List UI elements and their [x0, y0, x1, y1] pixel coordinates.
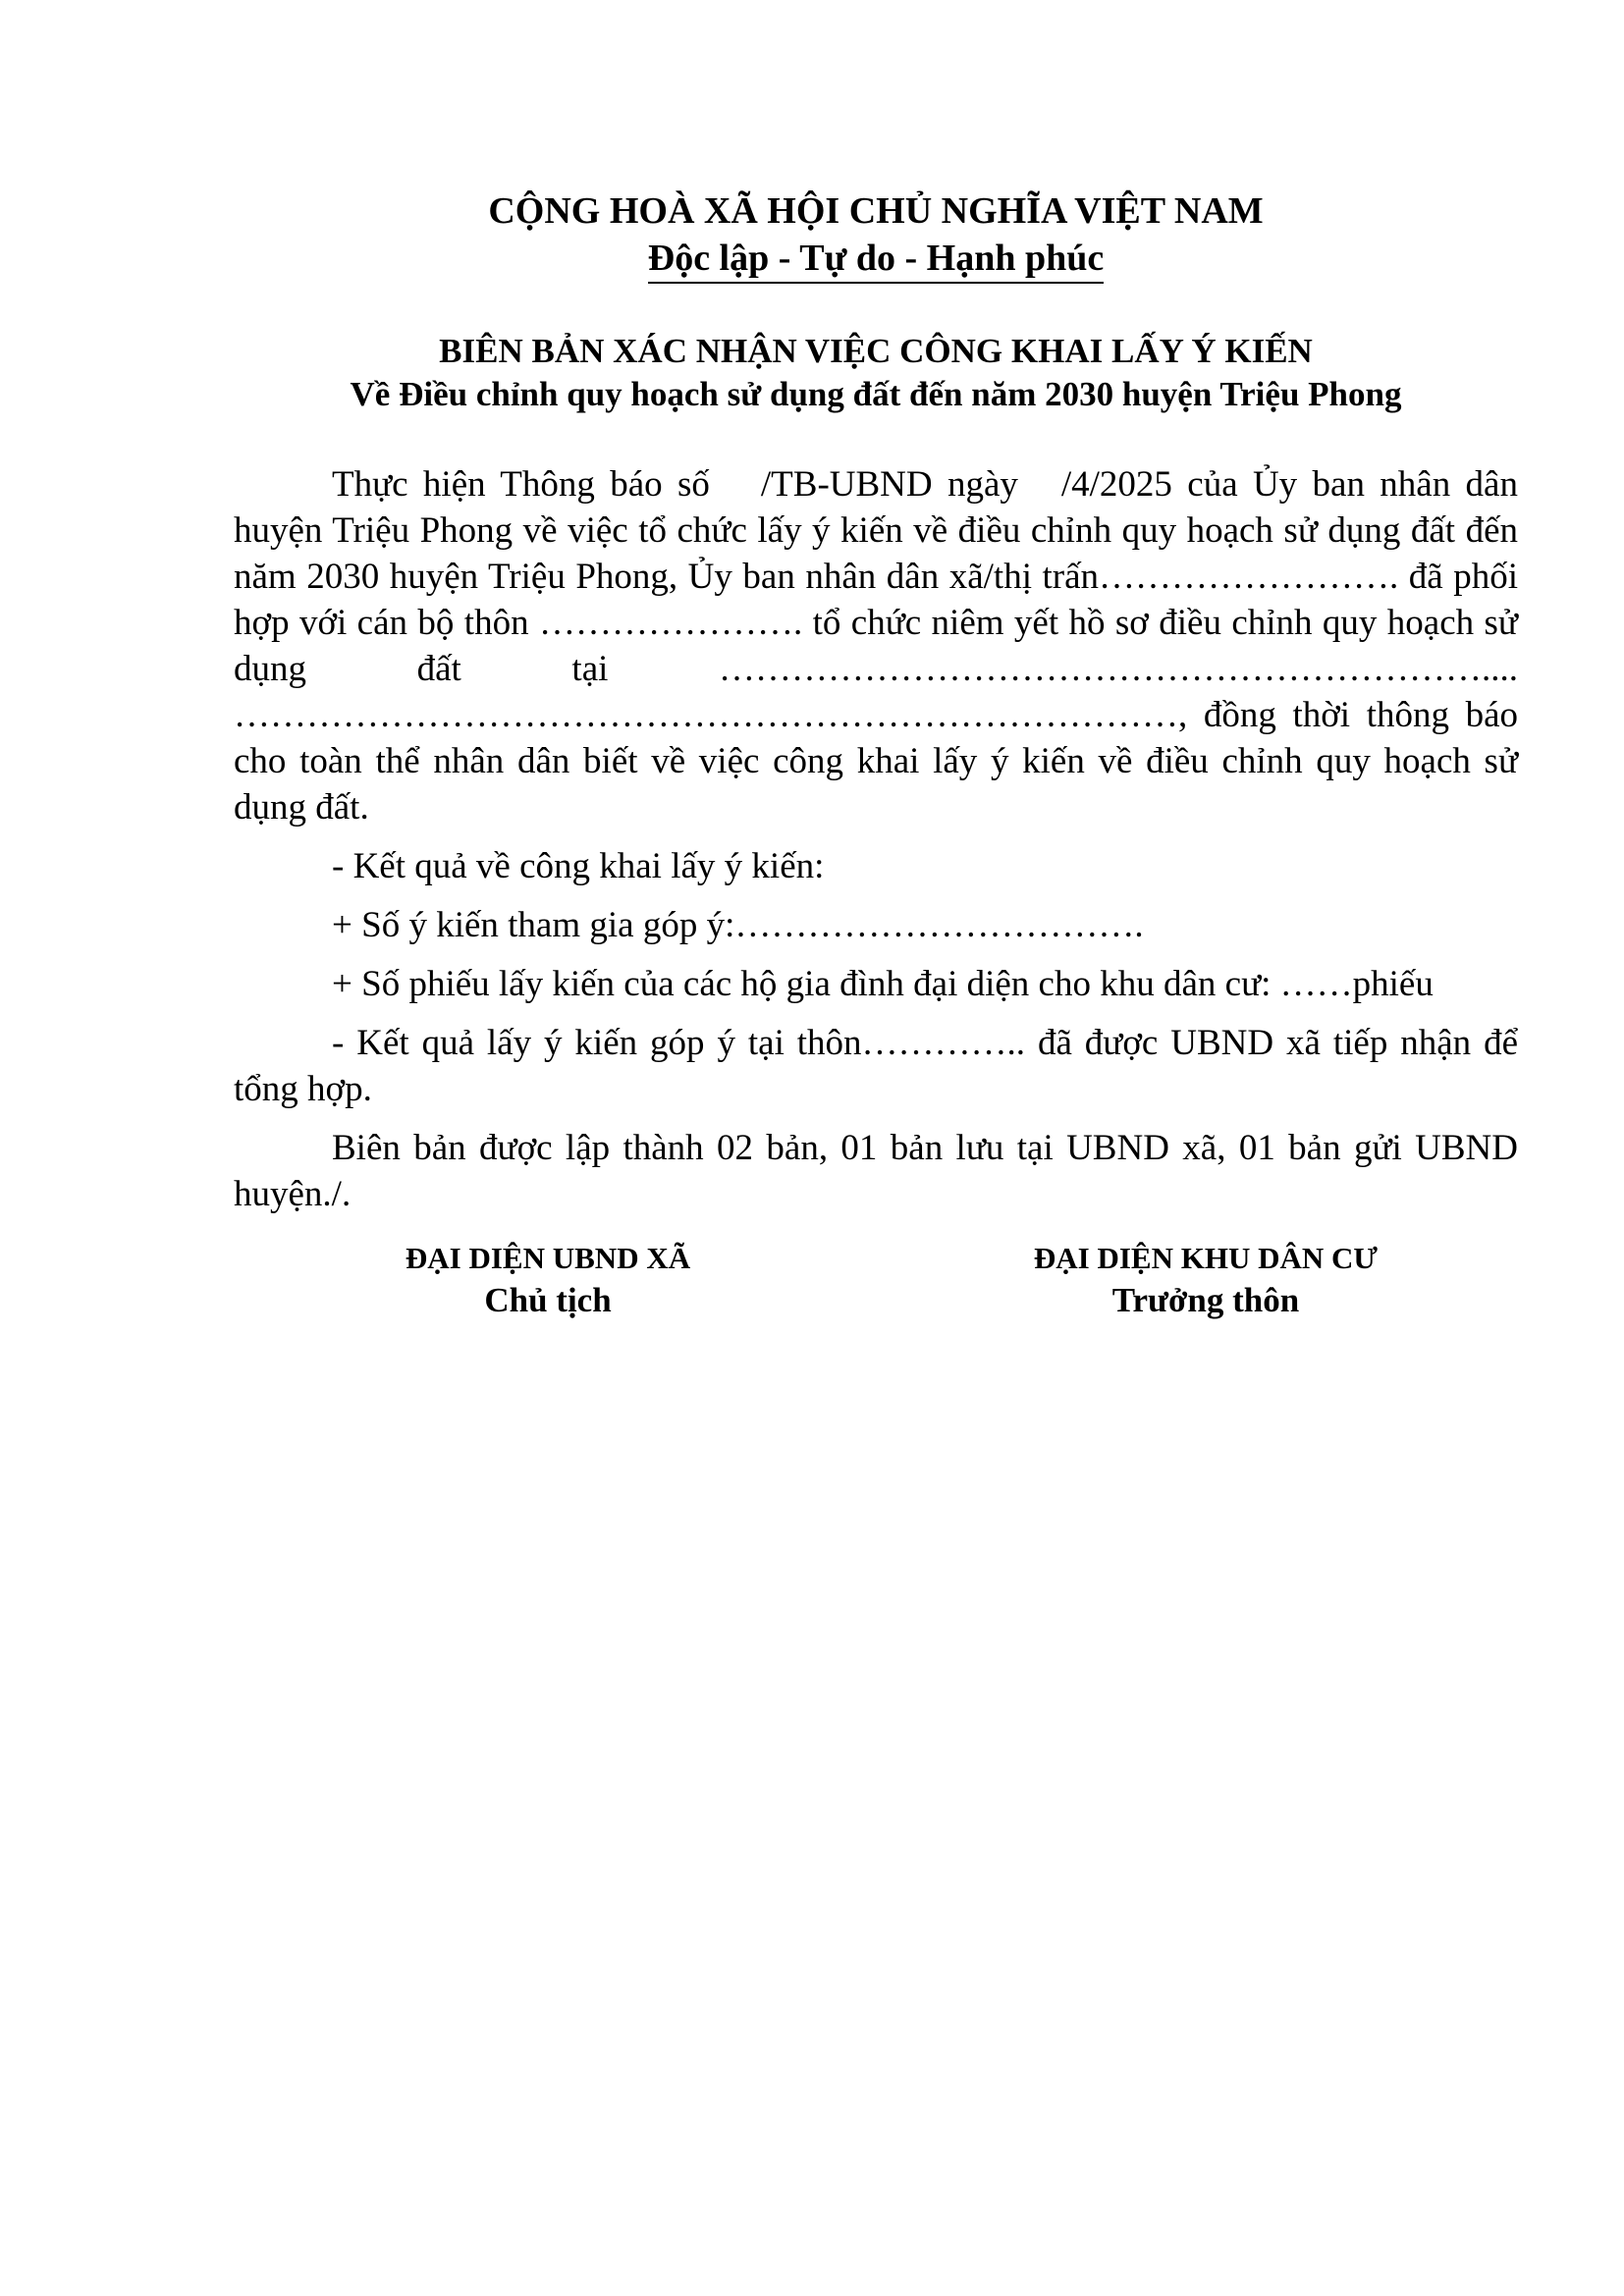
paragraph-copies: Biên bản được lập thành 02 bản, 01 bản lưu tại UBND xã, 01 bản gửi UBND huyện./. — [234, 1128, 1518, 1214]
national-title: CỘNG HOÀ XÃ HỘI CHỦ NGHĨA VIỆT NAM — [488, 190, 1264, 232]
document-content — [234, 187, 1518, 1217]
motto-wrapper — [234, 236, 1518, 291]
national-motto: Độc lập - Tự do - Hạnh phúc — [648, 236, 1105, 284]
paragraph-ballot-count: + Số phiếu lấy kiến của các hộ gia đình đại diện cho khu dân cư: ……phiếu — [332, 964, 1434, 1004]
signature-commune — [234, 1239, 862, 1323]
signature-commune-org: ĐẠI DIỆN UBND XÃ — [405, 1241, 691, 1275]
signature-residential-org: ĐẠI DIỆN KHU DÂN CƯ — [1033, 1241, 1379, 1275]
signature-residential — [892, 1239, 1520, 1323]
document-title: BIÊN BẢN XÁC NHẬN VIỆC CÔNG KHAI LẤY Ý KIẾN — [439, 332, 1313, 370]
document-subtitle: Về Điều chỉnh quy hoạch sử dụng đất đến năm 2030 huyện Triệu Phong — [350, 375, 1402, 413]
paragraph-notice — [234, 461, 1518, 830]
document-body — [234, 461, 1518, 1217]
paragraph-result-heading: - Kết quả về công khai lấy ý kiến: — [332, 846, 825, 886]
paragraph-notice-part-2: /TB-UBND ngày — [760, 464, 1018, 505]
paragraph-notice-part-3: /4/2025 của Ủy ban nhân dân huyện Triệu Phong về việc tổ chức lấy ý kiến về điều chỉnh quy hoạch sử dụng đất đến năm 2030 huyện Triệu Phong, Ủy ban nhân dân xã/thị trấn……………………. đã phối hợp với cán bộ thôn …………………. tổ chức niêm yết hồ sơ điều chỉnh quy hoạch sử dụng đất tại ……………………………………………………….... ……………………………………………………………………, đồng thời thông báo cho toàn thể nhân dân biết về việc công khai lấy ý kiến về điều chỉnh quy hoạch sử dụng đất. — [234, 464, 1518, 828]
paragraph-village-result: - Kết quả lấy ý kiến góp ý tại thôn………….. đã được UBND xã tiếp nhận để tổng hợp. — [234, 1023, 1518, 1109]
paragraph-opinion-count: + Số ý kiến tham gia góp ý:……………………………. — [332, 905, 1144, 945]
signature-residential-role: Trưởng thôn — [1111, 1281, 1300, 1319]
signature-commune-role: Chủ tịch — [484, 1281, 612, 1319]
signature-section — [234, 1239, 1518, 1357]
paragraph-notice-part-1: Thực hiện Thông báo số — [332, 464, 710, 505]
